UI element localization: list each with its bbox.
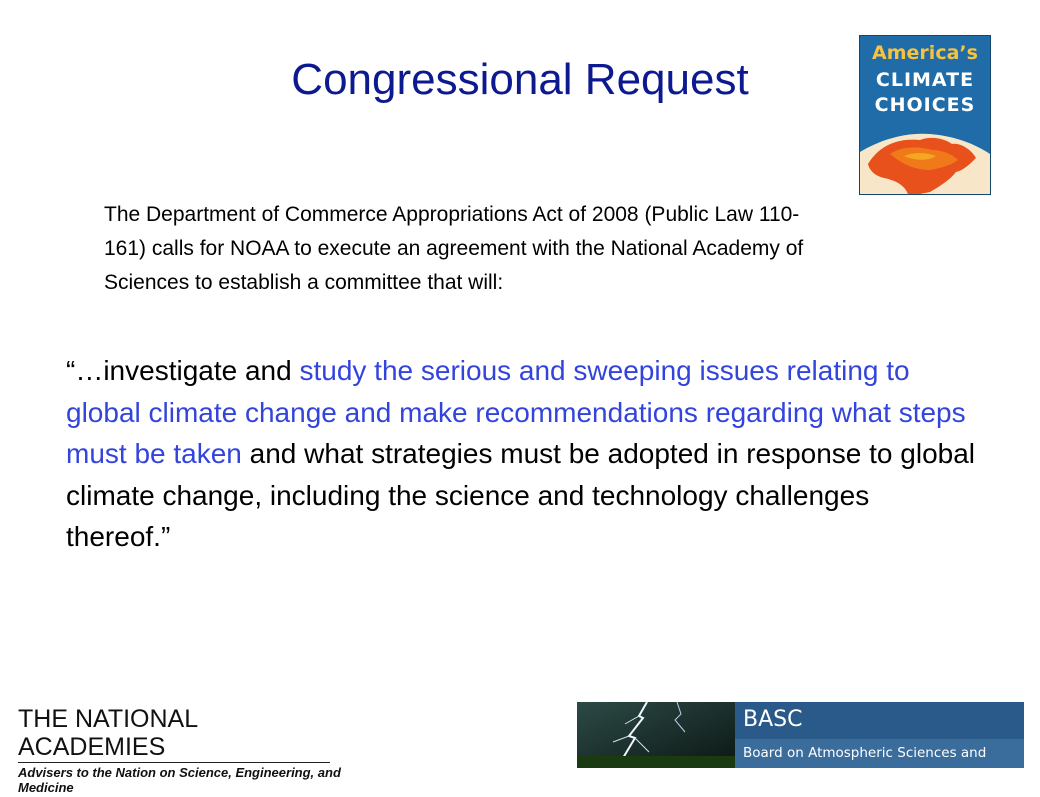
- logo-line-2: CLIMATE: [875, 69, 975, 91]
- national-academies-tagline: Advisers to the Nation on Science, Engineering, and Medicine: [18, 765, 341, 795]
- national-academies-name: THE NATIONAL ACADEMIES: [18, 705, 198, 761]
- quote-text-start: “…investigate and: [66, 355, 300, 386]
- logo-divider: [18, 762, 330, 763]
- national-academies-logo: [18, 705, 348, 795]
- lightning-image: [577, 702, 735, 768]
- basc-full-name: Board on Atmospheric Sciences and Climate: [735, 739, 1024, 768]
- logo-line-1: America’s: [872, 42, 978, 64]
- intro-paragraph: The Department of Commerce Appropriations Act of 2008 (Public Law 110-161) calls for NOAA to execute an agreement with the National Academy of Sciences to establish a committee that will:: [104, 203, 804, 294]
- quote-text-end: and what strategies must be adopted in response to global climate change, including the science and technology challenges thereof.”: [66, 438, 976, 552]
- north-america-map-icon: [860, 124, 990, 194]
- quote-paragraph: [66, 350, 976, 558]
- logo-line-3: CHOICES: [874, 94, 976, 116]
- basc-banner: [735, 702, 1024, 790]
- quote-highlight: study the serious and sweeping issues relating to global climate change and make recommendations regarding what steps must be taken: [66, 355, 966, 469]
- americas-climate-choices-logo: [859, 35, 991, 195]
- lightning-icon: [577, 702, 735, 768]
- slide-title: Congressional Request: [291, 55, 749, 104]
- basc-acronym: BASC: [743, 707, 803, 732]
